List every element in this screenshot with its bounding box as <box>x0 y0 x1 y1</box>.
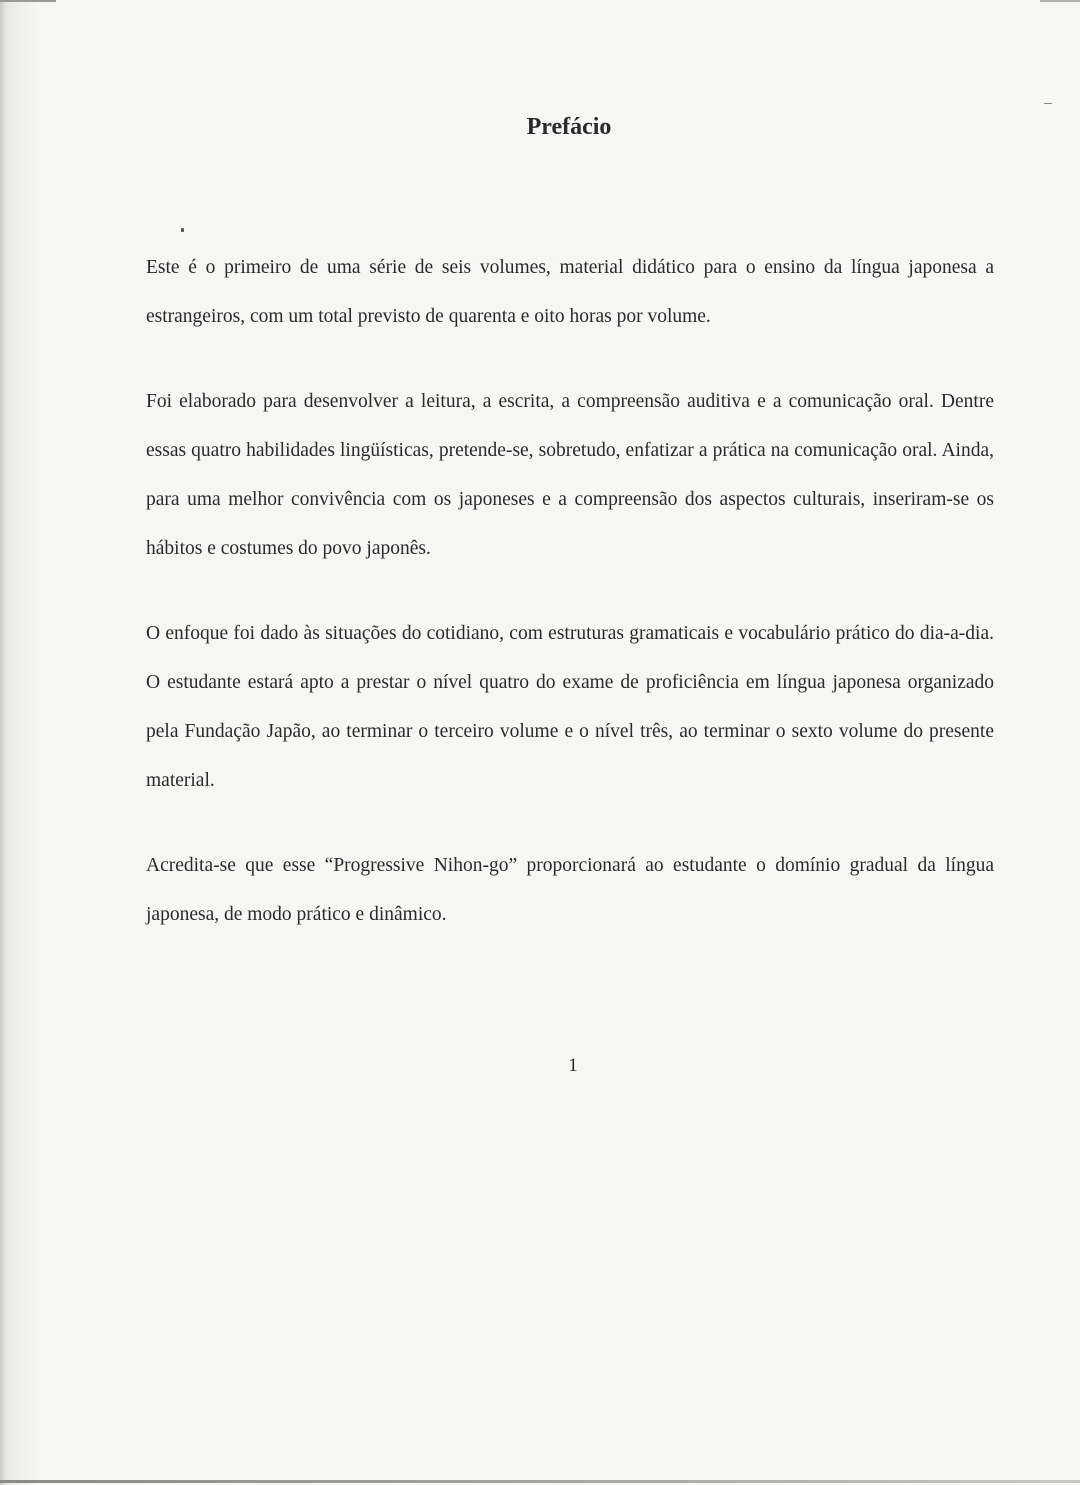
page-title: Prefácio <box>526 114 612 140</box>
paragraph-2: Foi elaborado para desenvolver a leitura, a escrita, a compreensão auditiva e a comunicação oral. Dentre essas quatro habilidades lingüísticas, pretende-se, sobretudo, enfatizar a prática na comunicação oral. Ainda, para uma melhor convivência com os japoneses e a compreensão dos aspectos culturais, inseriram-se os hábitos e costumes do povo japonês. <box>146 391 994 559</box>
scan-speck <box>1044 103 1052 104</box>
page-number: 1 <box>568 1055 578 1076</box>
document-body <box>146 243 994 939</box>
scan-top-mark-right <box>1040 0 1080 2</box>
paragraph-4: Acredita-se que esse “Progressive Nihon-go” proporcionará ao estudante o domínio gradual da língua japonesa, de modo prático e dinâmico. <box>146 855 994 925</box>
paragraph-1: Este é o primeiro de uma série de seis volumes, material didático para o ensino da língua japonesa a estrangeiros, com um total previsto de quarenta e oito horas por volume. <box>146 257 994 327</box>
scan-speck <box>181 228 184 232</box>
paragraph-3: O enfoque foi dado às situações do cotidiano, com estruturas gramaticais e vocabulário prático do dia-a-dia. O estudante estará apto a prestar o nível quatro do exame de proficiência em língua japonesa organizado pela Fundação Japão, ao terminar o terceiro volume e o nível três, ao terminar o sexto volume do presente material. <box>146 623 994 791</box>
scan-bottom-edge <box>0 1480 1080 1483</box>
scan-left-edge <box>0 0 6 1485</box>
scan-top-mark <box>0 0 56 2</box>
